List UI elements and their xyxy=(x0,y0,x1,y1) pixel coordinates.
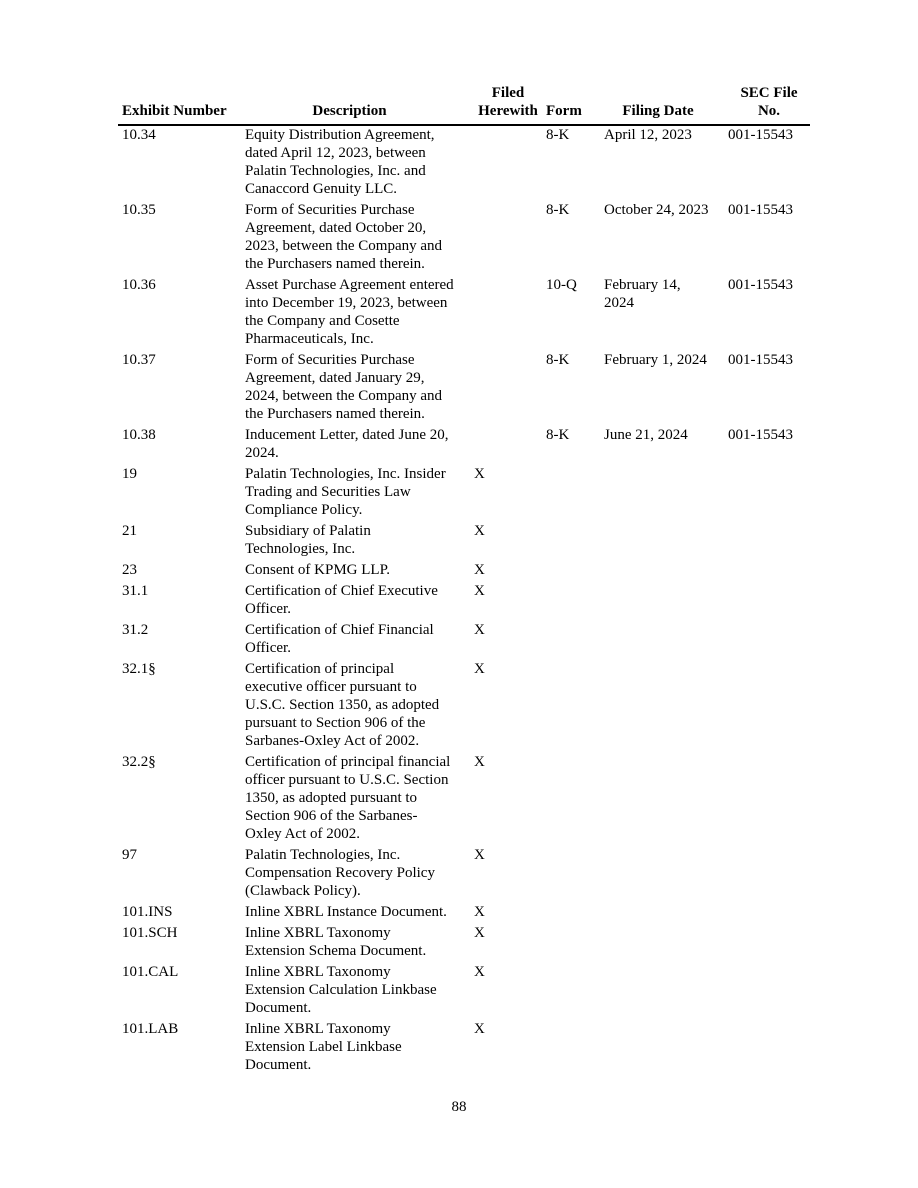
description-cell: Certification of Chief Financial Officer. xyxy=(245,622,434,656)
form-cell xyxy=(546,522,604,561)
filed-herewith-cell xyxy=(470,125,546,201)
exhibit-number-cell: 31.2 xyxy=(122,622,149,638)
exhibit-row xyxy=(118,846,810,903)
sec-file-no-cell xyxy=(728,621,810,660)
exhibit-row xyxy=(118,924,810,963)
filed-herewith-cell: X xyxy=(474,562,485,578)
page-number: 88 xyxy=(451,1099,467,1115)
exhibit-number-cell: 101.CAL xyxy=(122,964,179,980)
filed-herewith-cell: X xyxy=(474,925,485,941)
exhibit-number-cell: 31.1 xyxy=(122,583,149,599)
sec-file-no-cell xyxy=(728,582,810,621)
filing-date-cell xyxy=(604,924,728,963)
description-cell: Palatin Technologies, Inc. Compensation Recovery Policy (Clawback Policy). xyxy=(245,847,435,899)
filing-date-cell xyxy=(604,1020,728,1077)
description-cell: Equity Distribution Agreement, dated April 12, 2023, between Palatin Technologies, Inc. and Canaccord Genuity LLC. xyxy=(245,127,435,197)
sec-file-no-cell: 001-15543 xyxy=(728,127,793,143)
description-cell: Form of Securities Purchase Agreement, dated October 20, 2023, between the Company and the Purchasers named therein. xyxy=(245,202,443,272)
filed-herewith-cell: X xyxy=(474,754,485,770)
form-cell xyxy=(546,465,604,522)
exhibit-row xyxy=(118,276,810,351)
filing-date-cell xyxy=(604,963,728,1020)
sec-file-no-cell xyxy=(728,660,810,753)
filing-date-cell: February 14, 2024 xyxy=(604,277,681,311)
header-filing-date: Filing Date xyxy=(604,84,728,125)
sec-file-no-cell xyxy=(728,1020,810,1077)
form-cell: 8-K xyxy=(546,202,570,218)
sec-file-no-cell xyxy=(728,846,810,903)
header-description: Description xyxy=(245,84,470,125)
exhibit-number-cell: 32.2§ xyxy=(122,754,156,770)
exhibit-row xyxy=(118,1020,810,1077)
exhibit-number-cell: 97 xyxy=(122,847,137,863)
sec-file-no-cell xyxy=(728,522,810,561)
filed-herewith-cell xyxy=(470,351,546,426)
filed-herewith-cell xyxy=(470,276,546,351)
description-cell: Inducement Letter, dated June 20, 2024. xyxy=(245,427,449,461)
exhibit-number-cell: 10.36 xyxy=(122,277,156,293)
filing-date-cell: October 24, 2023 xyxy=(604,202,709,218)
form-cell xyxy=(546,621,604,660)
exhibit-row xyxy=(118,753,810,846)
filed-herewith-cell: X xyxy=(474,583,485,599)
exhibit-number-cell: 10.35 xyxy=(122,202,156,218)
exhibit-number-cell: 10.38 xyxy=(122,427,156,443)
exhibit-number-cell: 10.34 xyxy=(122,127,156,143)
sec-file-no-cell xyxy=(728,753,810,846)
header-exhibit-number: Exhibit Number xyxy=(118,84,245,125)
filed-herewith-cell xyxy=(470,426,546,465)
filed-herewith-cell: X xyxy=(474,847,485,863)
filing-date-cell: April 12, 2023 xyxy=(604,127,692,143)
filed-herewith-cell xyxy=(470,201,546,276)
filing-date-cell xyxy=(604,846,728,903)
sec-file-no-cell xyxy=(728,924,810,963)
exhibit-row xyxy=(118,660,810,753)
exhibit-row xyxy=(118,903,810,924)
form-cell xyxy=(546,660,604,753)
exhibit-index-table xyxy=(118,84,810,1077)
exhibit-row xyxy=(118,125,810,201)
exhibit-row xyxy=(118,426,810,465)
filing-date-cell: June 21, 2024 xyxy=(604,427,688,443)
header-form: Form xyxy=(546,84,604,125)
form-cell: 8-K xyxy=(546,127,570,143)
description-cell: Palatin Technologies, Inc. Insider Trading and Securities Law Compliance Policy. xyxy=(245,466,446,518)
form-cell xyxy=(546,903,604,924)
description-cell: Inline XBRL Instance Document. xyxy=(245,904,447,920)
form-cell: 8-K xyxy=(546,352,570,368)
header-filed-herewith: Filed Herewith xyxy=(470,84,546,125)
form-cell xyxy=(546,582,604,621)
form-cell: 8-K xyxy=(546,427,570,443)
filing-date-cell xyxy=(604,660,728,753)
sec-file-no-cell: 001-15543 xyxy=(728,202,793,218)
filing-date-cell xyxy=(604,903,728,924)
description-cell: Certification of principal executive officer pursuant to U.S.C. Section 1350, as adopted pursuant to Section 906 of the Sarbanes-Oxley Act of 2002. xyxy=(245,661,440,749)
description-cell: Asset Purchase Agreement entered into December 19, 2023, between the Company and Cosette Pharmaceuticals, Inc. xyxy=(245,277,454,347)
filed-herewith-cell: X xyxy=(474,466,485,482)
exhibit-table-body xyxy=(118,125,810,1077)
filing-date-cell xyxy=(604,561,728,582)
exhibit-row xyxy=(118,522,810,561)
filing-date-cell xyxy=(604,753,728,846)
description-cell: Consent of KPMG LLP. xyxy=(245,562,391,578)
filing-date-cell xyxy=(604,465,728,522)
sec-file-no-cell xyxy=(728,903,810,924)
filing-date-cell xyxy=(604,621,728,660)
filed-herewith-cell: X xyxy=(474,964,485,980)
description-cell: Certification of principal financial officer pursuant to U.S.C. Section 1350, as adopted pursuant to Section 906 of the Sarbanes-Oxley Act of 2002. xyxy=(245,754,451,842)
exhibit-number-cell: 21 xyxy=(122,523,137,539)
description-cell: Subsidiary of Palatin Technologies, Inc. xyxy=(245,523,371,557)
form-cell xyxy=(546,1020,604,1077)
form-cell xyxy=(546,963,604,1020)
filing-date-cell xyxy=(604,582,728,621)
filed-herewith-cell: X xyxy=(474,1021,485,1037)
form-cell xyxy=(546,753,604,846)
exhibit-number-cell: 101.LAB xyxy=(122,1021,179,1037)
exhibit-number-cell: 101.SCH xyxy=(122,925,178,941)
sec-file-no-cell xyxy=(728,465,810,522)
exhibit-row xyxy=(118,465,810,522)
exhibit-number-cell: 19 xyxy=(122,466,137,482)
description-cell: Form of Securities Purchase Agreement, dated January 29, 2024, between the Company and the Purchasers named therein. xyxy=(245,352,443,422)
exhibit-number-cell: 101.INS xyxy=(122,904,173,920)
exhibit-row xyxy=(118,963,810,1020)
filed-herewith-cell: X xyxy=(474,523,485,539)
sec-file-no-cell: 001-15543 xyxy=(728,352,793,368)
description-cell: Inline XBRL Taxonomy Extension Calculation Linkbase Document. xyxy=(245,964,437,1016)
sec-file-no-cell xyxy=(728,963,810,1020)
exhibit-row xyxy=(118,351,810,426)
exhibit-row xyxy=(118,582,810,621)
description-cell: Inline XBRL Taxonomy Extension Label Linkbase Document. xyxy=(245,1021,402,1073)
description-cell: Inline XBRL Taxonomy Extension Schema Document. xyxy=(245,925,427,959)
form-cell xyxy=(546,846,604,903)
exhibit-table-header xyxy=(118,84,810,125)
exhibit-number-cell: 23 xyxy=(122,562,137,578)
filed-herewith-cell: X xyxy=(474,904,485,920)
header-sec-file-no: SEC File No. xyxy=(728,84,810,125)
filing-date-cell: February 1, 2024 xyxy=(604,352,707,368)
header-row xyxy=(118,84,810,125)
description-cell: Certification of Chief Executive Officer. xyxy=(245,583,438,617)
sec-file-no-cell: 001-15543 xyxy=(728,427,793,443)
filed-herewith-cell: X xyxy=(474,661,485,677)
form-cell xyxy=(546,924,604,963)
form-cell xyxy=(546,561,604,582)
exhibit-row xyxy=(118,201,810,276)
sec-file-no-cell xyxy=(728,561,810,582)
exhibit-row xyxy=(118,561,810,582)
filed-herewith-cell: X xyxy=(474,622,485,638)
exhibit-number-cell: 32.1§ xyxy=(122,661,156,677)
sec-file-no-cell: 001-15543 xyxy=(728,277,793,293)
exhibit-row xyxy=(118,621,810,660)
filing-date-cell xyxy=(604,522,728,561)
form-cell: 10-Q xyxy=(546,277,577,293)
exhibit-number-cell: 10.37 xyxy=(122,352,156,368)
